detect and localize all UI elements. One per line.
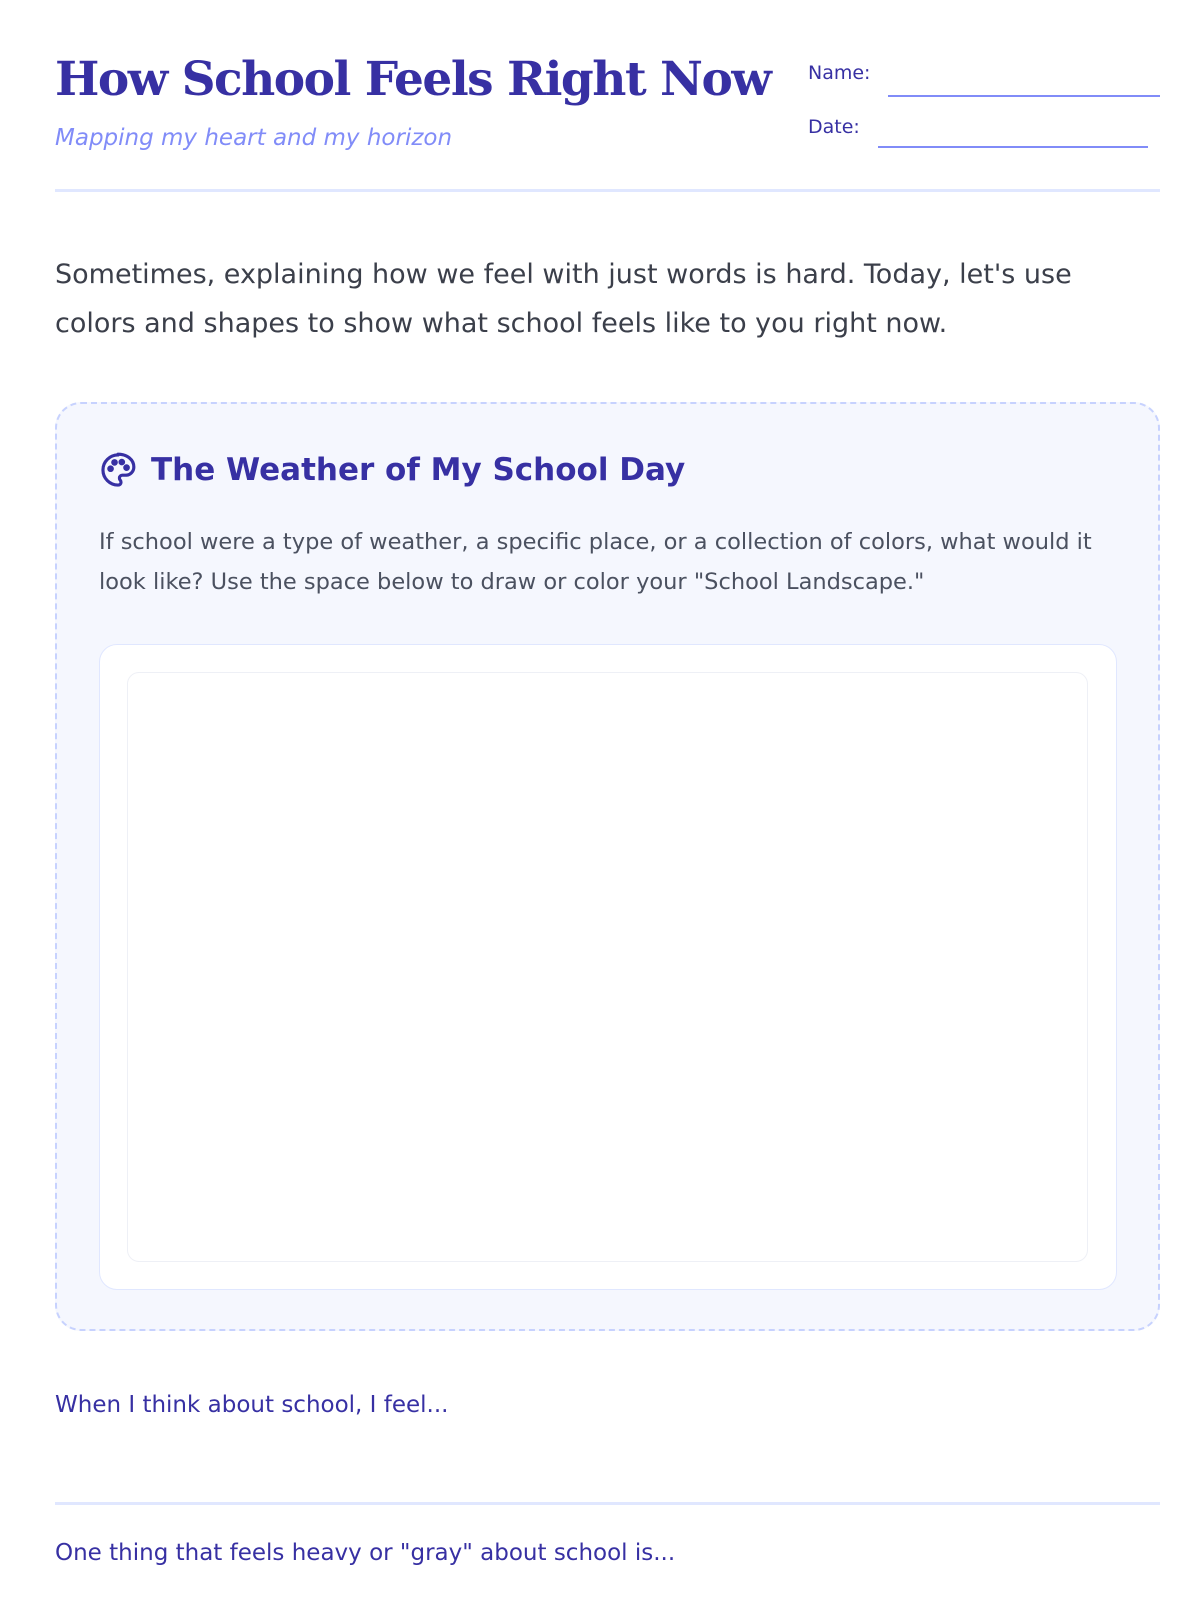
- date-input-line[interactable]: [878, 146, 1148, 148]
- activity-description: If school were a type of weather, a specific place, or a collection of colors, what would it look like? Use the space below to draw or color your "School Landscape.": [99, 529, 1092, 595]
- date-label: Date:: [808, 116, 860, 138]
- name-label: Name:: [808, 62, 871, 84]
- feeling-prompt: When I think about school, I feel...: [55, 1392, 449, 1418]
- worksheet-page: [55, 0, 1160, 1600]
- page-title: How School Feels Right Now: [55, 52, 771, 107]
- activity-heading: [99, 448, 685, 492]
- drawing-canvas[interactable]: [127, 672, 1088, 1262]
- heavy-thing-prompt: One thing that feels heavy or "gray" about school is...: [55, 1540, 676, 1566]
- name-field[interactable]: [808, 56, 1160, 96]
- date-field[interactable]: [808, 110, 1160, 150]
- answer-line[interactable]: [55, 1502, 1160, 1505]
- drawing-area-frame: [99, 644, 1117, 1290]
- name-input-line[interactable]: [888, 95, 1160, 97]
- header-divider: [55, 189, 1160, 192]
- worksheet-header: [55, 52, 1160, 192]
- page-subtitle: Mapping my heart and my horizon: [55, 125, 453, 151]
- activity-card: [55, 402, 1160, 1331]
- activity-title: The Weather of My School Day: [151, 452, 686, 488]
- palette-icon: [99, 451, 137, 489]
- intro-paragraph: Sometimes, explaining how we feel with just words is hard. Today, let's use colors and shapes to show what school feels like to you right now.: [55, 259, 1072, 339]
